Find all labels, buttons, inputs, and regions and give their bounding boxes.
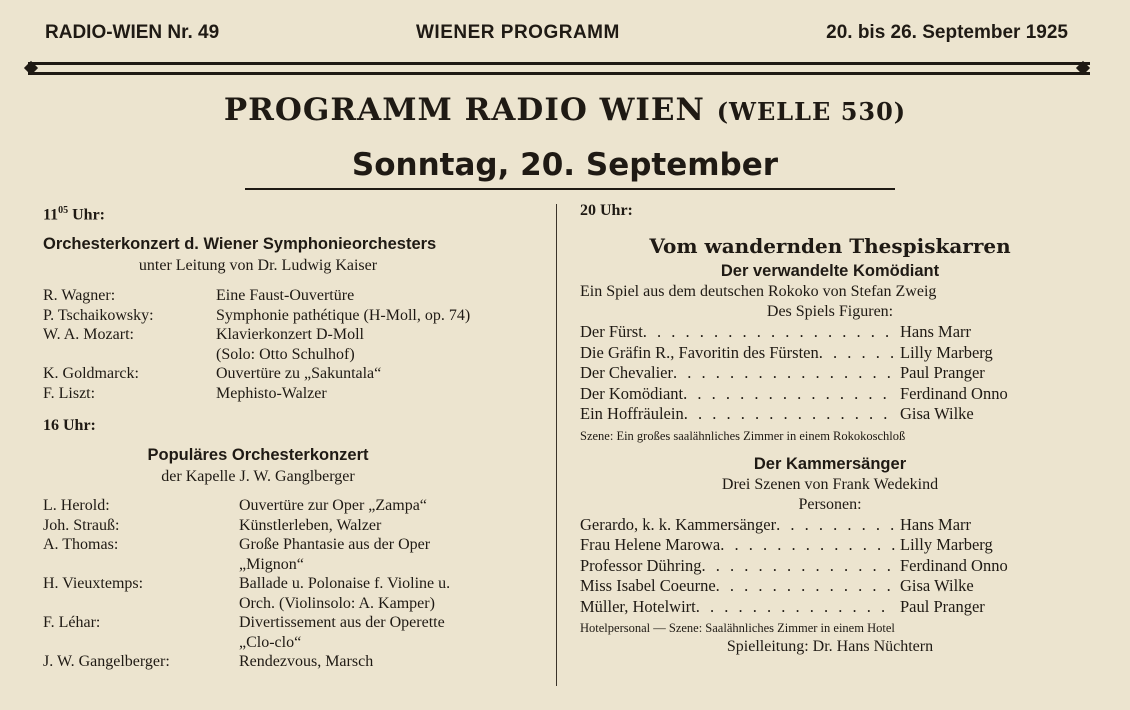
program-item: P. Tschaikowsky: Symphonie pathétique (H-Moll, op. 74) [43,306,471,324]
day-title: Sonntag, 20. September [351,147,779,183]
cast-list [580,322,1050,425]
magazine-issue: RADIO-WIEN Nr. 49 [45,22,220,43]
section-title: WIENER PROGRAMM [416,22,620,43]
scene-note: Hotelpersonal — Szene: Saalähnliches Zimmer in einem Hotel [580,621,895,635]
header-rule-bottom [28,72,1090,75]
program-item: „Clo-clo“ [239,633,302,651]
program-item: (Solo: Otto Schulhof) [216,345,355,363]
cast-heading: Personen: [798,495,862,513]
program-item: L. Herold: Ouvertüre zur Oper „Zampa“ [43,497,427,514]
cast-row: Professor Dühring . . . Ferdinand Onno [580,556,1050,577]
play-description: Ein Spiel aus dem deutschen Rokoko von Stefan Zweig [580,283,937,300]
cast-row: Die Gräfin R., Favoritin des Fürsten . . . Lilly Marberg [580,343,1050,364]
concert-conductor: unter Leitung von Dr. Ludwig Kaiser [138,257,378,274]
time-label: 20 Uhr: [580,202,633,219]
program-wave: (WELLE 530) [716,97,907,126]
title-underline [245,188,895,190]
scene-note: Szene: Ein großes saalähnliches Zimmer in einem Rokokoschloß [580,428,906,443]
play-description: Drei Szenen von Frank Wedekind [721,475,939,493]
cast-row: Frau Helene Marowa . . . Lilly Marberg [580,535,1050,556]
program-title-main: PROGRAMM RADIO WIEN [223,92,705,128]
concert-heading: Populäres Orchesterkonzert [147,446,369,464]
program-item: Joh. Strauß: Künstlerleben, Walzer [43,516,382,534]
program-item: W. A. Mozart: Klavierkonzert D-Moll [43,326,364,343]
play-title: Der verwandelte Komödiant [720,262,940,280]
left-column [43,200,548,672]
cast-row: Ein Hoffräulein . . . Gisa Wilke [580,404,1050,425]
cast-row: Müller, Hotelwirt . . . Paul Pranger [580,597,1050,618]
time-label: 16 Uhr: [43,417,96,434]
program-item: J. W. Gangelberger: Rendezvous, Marsch [43,653,374,670]
cast-row: Der Fürst . . . Hans Marr [580,322,1050,343]
program-item: Orch. (Violinsolo: A. Kamper) [239,594,435,612]
stage-direction: Spielleitung: Dr. Hans Nüchtern [726,638,934,655]
program-item: F. Léhar: Divertissement aus der Operette [43,614,445,631]
program-item: F. Liszt: Mephisto-Walzer [43,384,327,402]
concert-conductor: der Kapelle J. W. Ganglberger [161,468,355,485]
program-list [43,496,548,672]
cast-list [580,515,1050,618]
right-column [580,200,1080,657]
play-title: Der Kammersänger [753,454,907,473]
program-item: „Mignon“ [239,555,304,573]
program-item: R. Wagner: Eine Faust-Ouvertüre [43,287,355,304]
cast-row: Der Komödiant . . . Ferdinand Onno [580,384,1050,405]
program-item: A. Thomas: Große Phantasie aus der Oper [43,536,431,553]
time-label: $11^{05}$ Uhr: [43,205,106,224]
cast-heading: Des Spiels Figuren: [766,303,894,320]
column-divider [556,204,557,686]
program-list [43,286,548,403]
program-title [0,92,1130,128]
header-rule-top [28,62,1090,65]
page-header [0,22,1130,48]
cast-row: Der Chevalier . . . Paul Pranger [580,363,1050,384]
concert-heading: Orchesterkonzert d. Wiener Symphonieorchesters [43,235,437,253]
program-item: H. Vieuxtemps: Ballade u. Polonaise f. Violine u. [43,575,451,592]
evening-heading: Vom wandernden Thespiskarren [649,234,1011,258]
cast-row: Miss Isabel Coeurne . . . Gisa Wilke [580,576,1050,597]
date-range: 20. bis 26. September 1925 [826,22,1068,43]
cast-row: Gerardo, k. k. Kammersänger . . . Hans Marr [580,515,1050,536]
program-item: K. Goldmarck: Ouvertüre zu „Sakuntala“ [43,365,382,382]
